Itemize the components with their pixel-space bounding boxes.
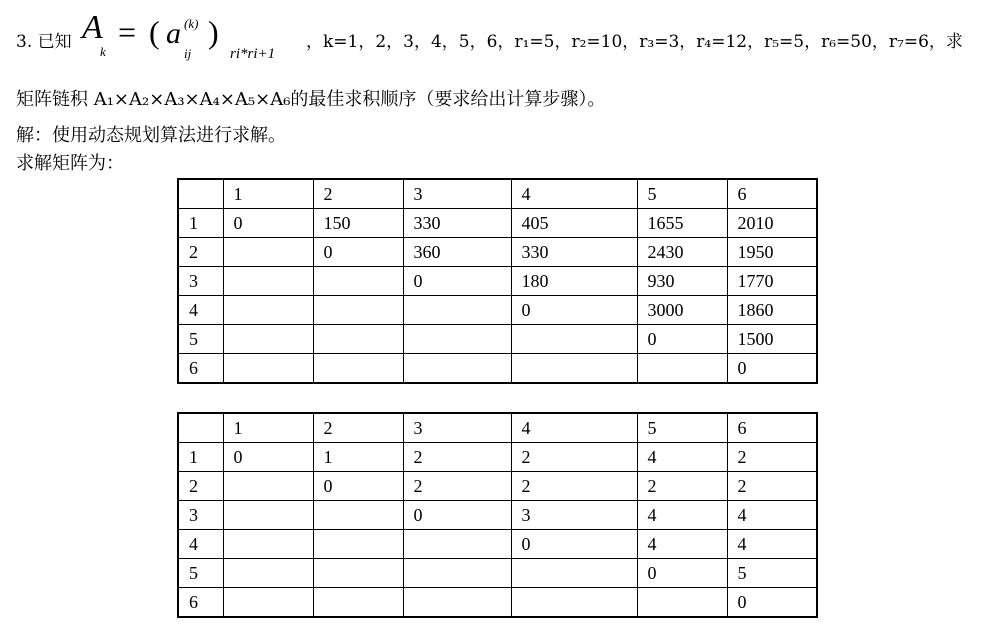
table-cell: 405 [511,209,637,238]
table-cell: 4 [178,530,223,559]
table-cell: 3000 [637,296,727,325]
problem-question: 矩阵链积 A₁×A₂×A₃×A₄×A₅×A₆的最佳求积顺序（要求给出计算步骤）。 [16,89,606,110]
problem-number: 3. 已知 [16,32,72,52]
table-cell: 0 [223,443,313,472]
table-cell: 2 [313,179,403,209]
table-cell: 2 [403,472,511,501]
table-cell: 180 [511,267,637,296]
table-cell: 4 [727,501,817,530]
table-cell: 0 [313,472,403,501]
table-cell: 0 [403,501,511,530]
table-cell [403,530,511,559]
table-cell: 4 [178,296,223,325]
table-cell [223,588,313,618]
table-cell [313,501,403,530]
table-cell: 5 [637,179,727,209]
table-cell: 5 [727,559,817,588]
table-cell: 3 [178,267,223,296]
table-header-row [178,413,817,443]
table-row [178,501,817,530]
table-cell: 2 [727,443,817,472]
table-cell: 1770 [727,267,817,296]
table-cell: 1860 [727,296,817,325]
table-cell [223,472,313,501]
table-cell: 0 [403,267,511,296]
table-cell: 2 [727,472,817,501]
table-cell [223,354,313,384]
table-cell: 3 [403,179,511,209]
table-cell: 6 [178,354,223,384]
table-cell [313,588,403,618]
table-cell: 0 [313,238,403,267]
table-cell: 5 [178,325,223,354]
table-cell: 2010 [727,209,817,238]
table-cell [313,267,403,296]
table-cell [223,238,313,267]
table-cell: 3 [178,501,223,530]
formula-A: A [82,9,103,46]
table-cell: 4 [637,530,727,559]
table-row [178,267,817,296]
table-cell [223,267,313,296]
table-row [178,443,817,472]
table-cell [178,413,223,443]
table-cell [313,354,403,384]
table-row [178,588,817,618]
table-cell [313,530,403,559]
table-cell [223,325,313,354]
table-cell [403,296,511,325]
problem-conditions: ，k=1，2，3，4，5，6，r₁=5，r₂=10，r₃=3，r₄=12，r₅=5，r₆=50，r₇=6，求 [306,32,963,52]
formula-rparen: ) [208,14,219,50]
table-cell: 330 [511,238,637,267]
table-cell [223,530,313,559]
table-row [178,559,817,588]
table-cell [511,559,637,588]
table-cell: 330 [403,209,511,238]
table-cell: 0 [727,354,817,384]
table-cell [223,296,313,325]
table-cell: 5 [178,559,223,588]
table-cell: 0 [511,530,637,559]
table-cell [403,325,511,354]
table-cell: 360 [403,238,511,267]
table-row [178,209,817,238]
table-cell: 6 [727,179,817,209]
table-cell: 4 [637,443,727,472]
table-cell: 0 [511,296,637,325]
table-cell: 1 [178,209,223,238]
table-cell: 4 [637,501,727,530]
formula-a-superscript: (k) [184,16,199,31]
formula-dimensions: ri*ri+1 [230,46,276,62]
table-cell [637,588,727,618]
table-cell: 2 [637,472,727,501]
table-cell [637,354,727,384]
table-cell: 0 [727,588,817,618]
table-cell: 0 [223,209,313,238]
table-cell [313,296,403,325]
table-cell: 6 [178,588,223,618]
table-cell: 930 [637,267,727,296]
table-cell [223,559,313,588]
cost-matrix-table [177,178,818,384]
table-cell: 1 [223,413,313,443]
formula-lparen: ( [149,14,160,50]
formula-a: a [166,17,181,50]
formula-A-subscript: k [100,44,106,59]
table-cell: 2 [313,413,403,443]
table-row [178,238,817,267]
table-cell: 1 [313,443,403,472]
table-cell [511,354,637,384]
table-row [178,296,817,325]
table-cell [313,325,403,354]
table-cell: 0 [637,325,727,354]
table-cell: 1 [178,443,223,472]
solution-intro: 解：使用动态规划算法进行求解。 [16,125,286,146]
table-row [178,530,817,559]
table-cell: 1 [223,179,313,209]
table-cell: 3 [511,501,637,530]
table-cell: 6 [727,413,817,443]
table-cell: 150 [313,209,403,238]
table-row [178,472,817,501]
table-cell: 2 [403,443,511,472]
table-cell [313,559,403,588]
table-row [178,354,817,384]
table-cell: 5 [637,413,727,443]
table-cell: 4 [727,530,817,559]
table-cell: 1655 [637,209,727,238]
table-cell: 3 [403,413,511,443]
table-cell: 1950 [727,238,817,267]
table-header-row [178,179,817,209]
table-cell: 2 [178,238,223,267]
table-cell: 0 [637,559,727,588]
table-cell: 4 [511,179,637,209]
formula-a-subscript: ij [184,46,192,61]
table-cell: 2 [511,472,637,501]
matrix-formula [82,9,318,62]
table-cell [403,559,511,588]
table-cell: 2430 [637,238,727,267]
table-cell [223,501,313,530]
table-cell: 2 [511,443,637,472]
table-cell: 4 [511,413,637,443]
solution-matrix-label: 求解矩阵为： [16,153,124,174]
table-cell [403,354,511,384]
table-cell: 1500 [727,325,817,354]
table-cell [178,179,223,209]
formula-equals: = [118,14,137,50]
table-cell [511,588,637,618]
table-cell [403,588,511,618]
table-cell [511,325,637,354]
split-matrix-table [177,412,818,618]
table-cell: 2 [178,472,223,501]
table-row [178,325,817,354]
